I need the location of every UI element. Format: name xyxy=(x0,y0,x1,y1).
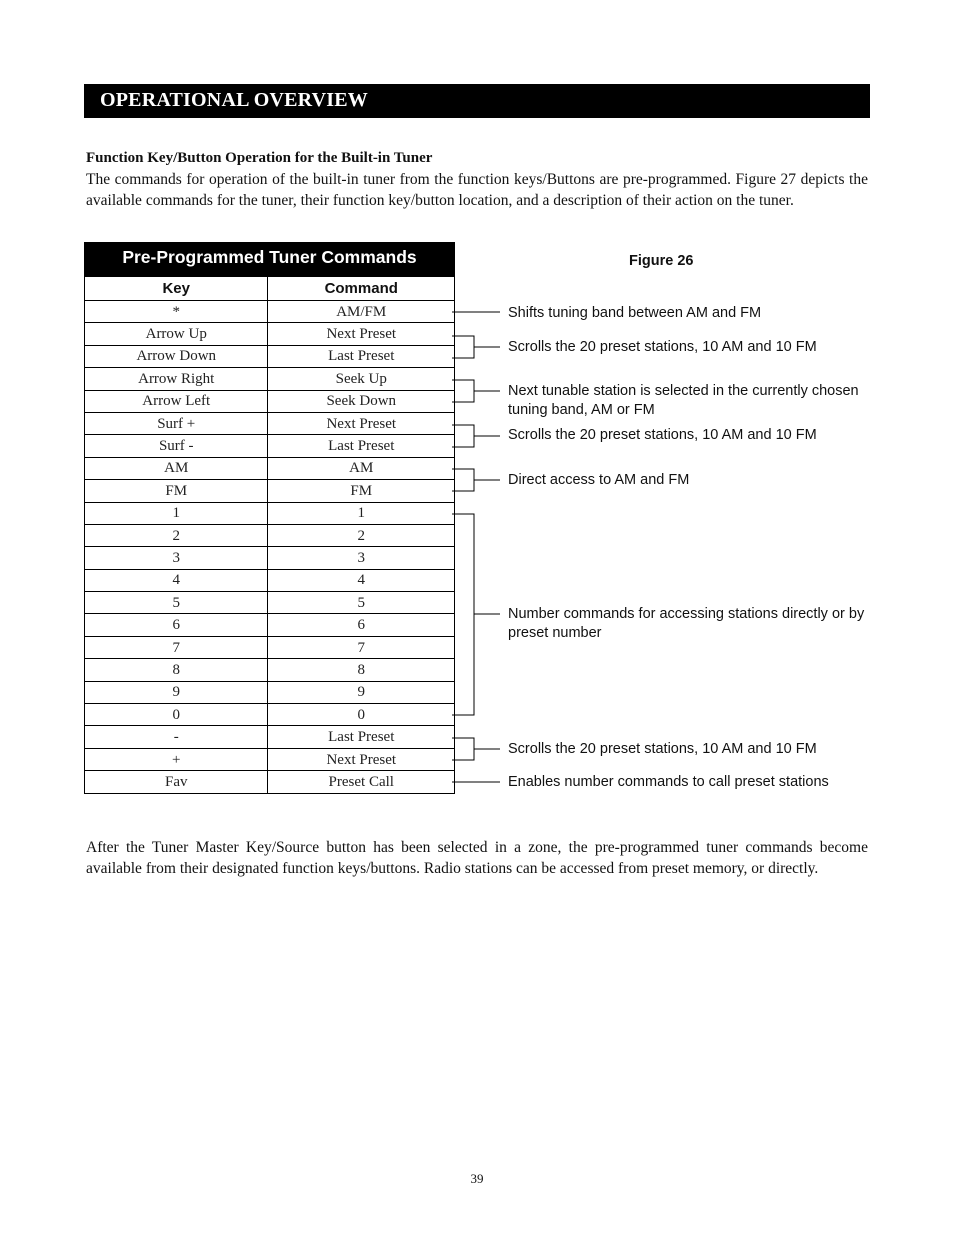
key-cell: Surf + xyxy=(85,412,268,434)
command-cell: Next Preset xyxy=(268,412,455,434)
column-header-key: Key xyxy=(85,277,268,301)
annotation-text: Scrolls the 20 preset stations, 10 AM and 10 FM xyxy=(508,427,817,443)
section-heading: Function Key/Button Operation for the Built-in Tuner xyxy=(86,150,433,166)
command-cell: 8 xyxy=(268,659,455,681)
annotation-text: Enables number commands to call preset stations xyxy=(508,774,829,790)
command-cell: Last Preset xyxy=(268,726,455,748)
command-cell: Last Preset xyxy=(268,435,455,457)
command-cell: 5 xyxy=(268,592,455,614)
annotation-text: Shifts tuning band between AM and FM xyxy=(508,305,762,321)
callout-bracket xyxy=(452,738,474,760)
key-cell: Surf - xyxy=(85,435,268,457)
command-cell: Seek Up xyxy=(268,368,455,390)
closing-paragraph: After the Tuner Master Key/Source button has been selected in a zone, the pre-programmed tuner commands become available from their designated function keys/buttons. Radio stations can be accessed from preset memory, or directly. xyxy=(86,839,868,877)
command-cell: 3 xyxy=(268,547,455,569)
key-cell: Arrow Left xyxy=(85,390,268,412)
command-cell: 7 xyxy=(268,636,455,658)
key-cell: Fav xyxy=(85,771,268,793)
key-cell: 4 xyxy=(85,569,268,591)
annotation-text: Next tunable station is selected in the currently chosen tuning band, AM or FM xyxy=(508,383,859,418)
key-cell: 5 xyxy=(85,592,268,614)
key-cell: Arrow Down xyxy=(85,345,268,367)
page-title: OPERATIONAL OVERVIEW xyxy=(100,89,368,111)
command-cell: Next Preset xyxy=(268,323,455,345)
annotation-text: Number commands for accessing stations directly or by preset number xyxy=(508,606,865,641)
annotation-text: Direct access to AM and FM xyxy=(508,472,690,488)
key-cell: 6 xyxy=(85,614,268,636)
key-cell: 8 xyxy=(85,659,268,681)
column-header-command: Command xyxy=(268,277,455,301)
key-cell: + xyxy=(85,748,268,770)
callout-bracket xyxy=(452,425,474,447)
command-cell: AM/FM xyxy=(268,301,455,323)
command-cell: 1 xyxy=(268,502,455,524)
annotation-text: Scrolls the 20 preset stations, 10 AM and 10 FM xyxy=(508,339,817,355)
figure-label: Figure 26 xyxy=(629,253,694,269)
key-cell: 1 xyxy=(85,502,268,524)
key-cell: Arrow Right xyxy=(85,368,268,390)
key-cell: * xyxy=(85,301,268,323)
command-cell: 0 xyxy=(268,704,455,726)
page-number: 39 xyxy=(470,1171,484,1186)
command-cell: Preset Call xyxy=(268,771,455,793)
key-cell: AM xyxy=(85,457,268,479)
key-cell: 2 xyxy=(85,524,268,546)
callout-bracket xyxy=(452,514,474,715)
annotation-text: Scrolls the 20 preset stations, 10 AM and 10 FM xyxy=(508,741,817,757)
key-cell: Arrow Up xyxy=(85,323,268,345)
command-cell: Seek Down xyxy=(268,390,455,412)
intro-paragraph: The commands for operation of the built-in tuner from the function keys/Buttons are pre-programmed. Figure 27 depicts the available commands for the tuner, their function key/button location, and a description of their action on the tuner. xyxy=(86,171,868,209)
callout-bracket xyxy=(452,336,474,358)
command-cell: 6 xyxy=(268,614,455,636)
command-cell: 4 xyxy=(268,569,455,591)
command-cell: Next Preset xyxy=(268,748,455,770)
key-cell: 0 xyxy=(85,704,268,726)
key-cell: 9 xyxy=(85,681,268,703)
key-cell: FM xyxy=(85,480,268,502)
command-cell: FM xyxy=(268,480,455,502)
key-cell: 7 xyxy=(85,636,268,658)
callout-bracket xyxy=(452,380,474,402)
key-cell: - xyxy=(85,726,268,748)
command-cell: AM xyxy=(268,457,455,479)
key-cell: 3 xyxy=(85,547,268,569)
command-cell: Last Preset xyxy=(268,345,455,367)
command-cell: 9 xyxy=(268,681,455,703)
table-title: Pre-Programmed Tuner Commands xyxy=(122,247,417,267)
command-cell: 2 xyxy=(268,524,455,546)
callout-bracket xyxy=(452,469,474,491)
